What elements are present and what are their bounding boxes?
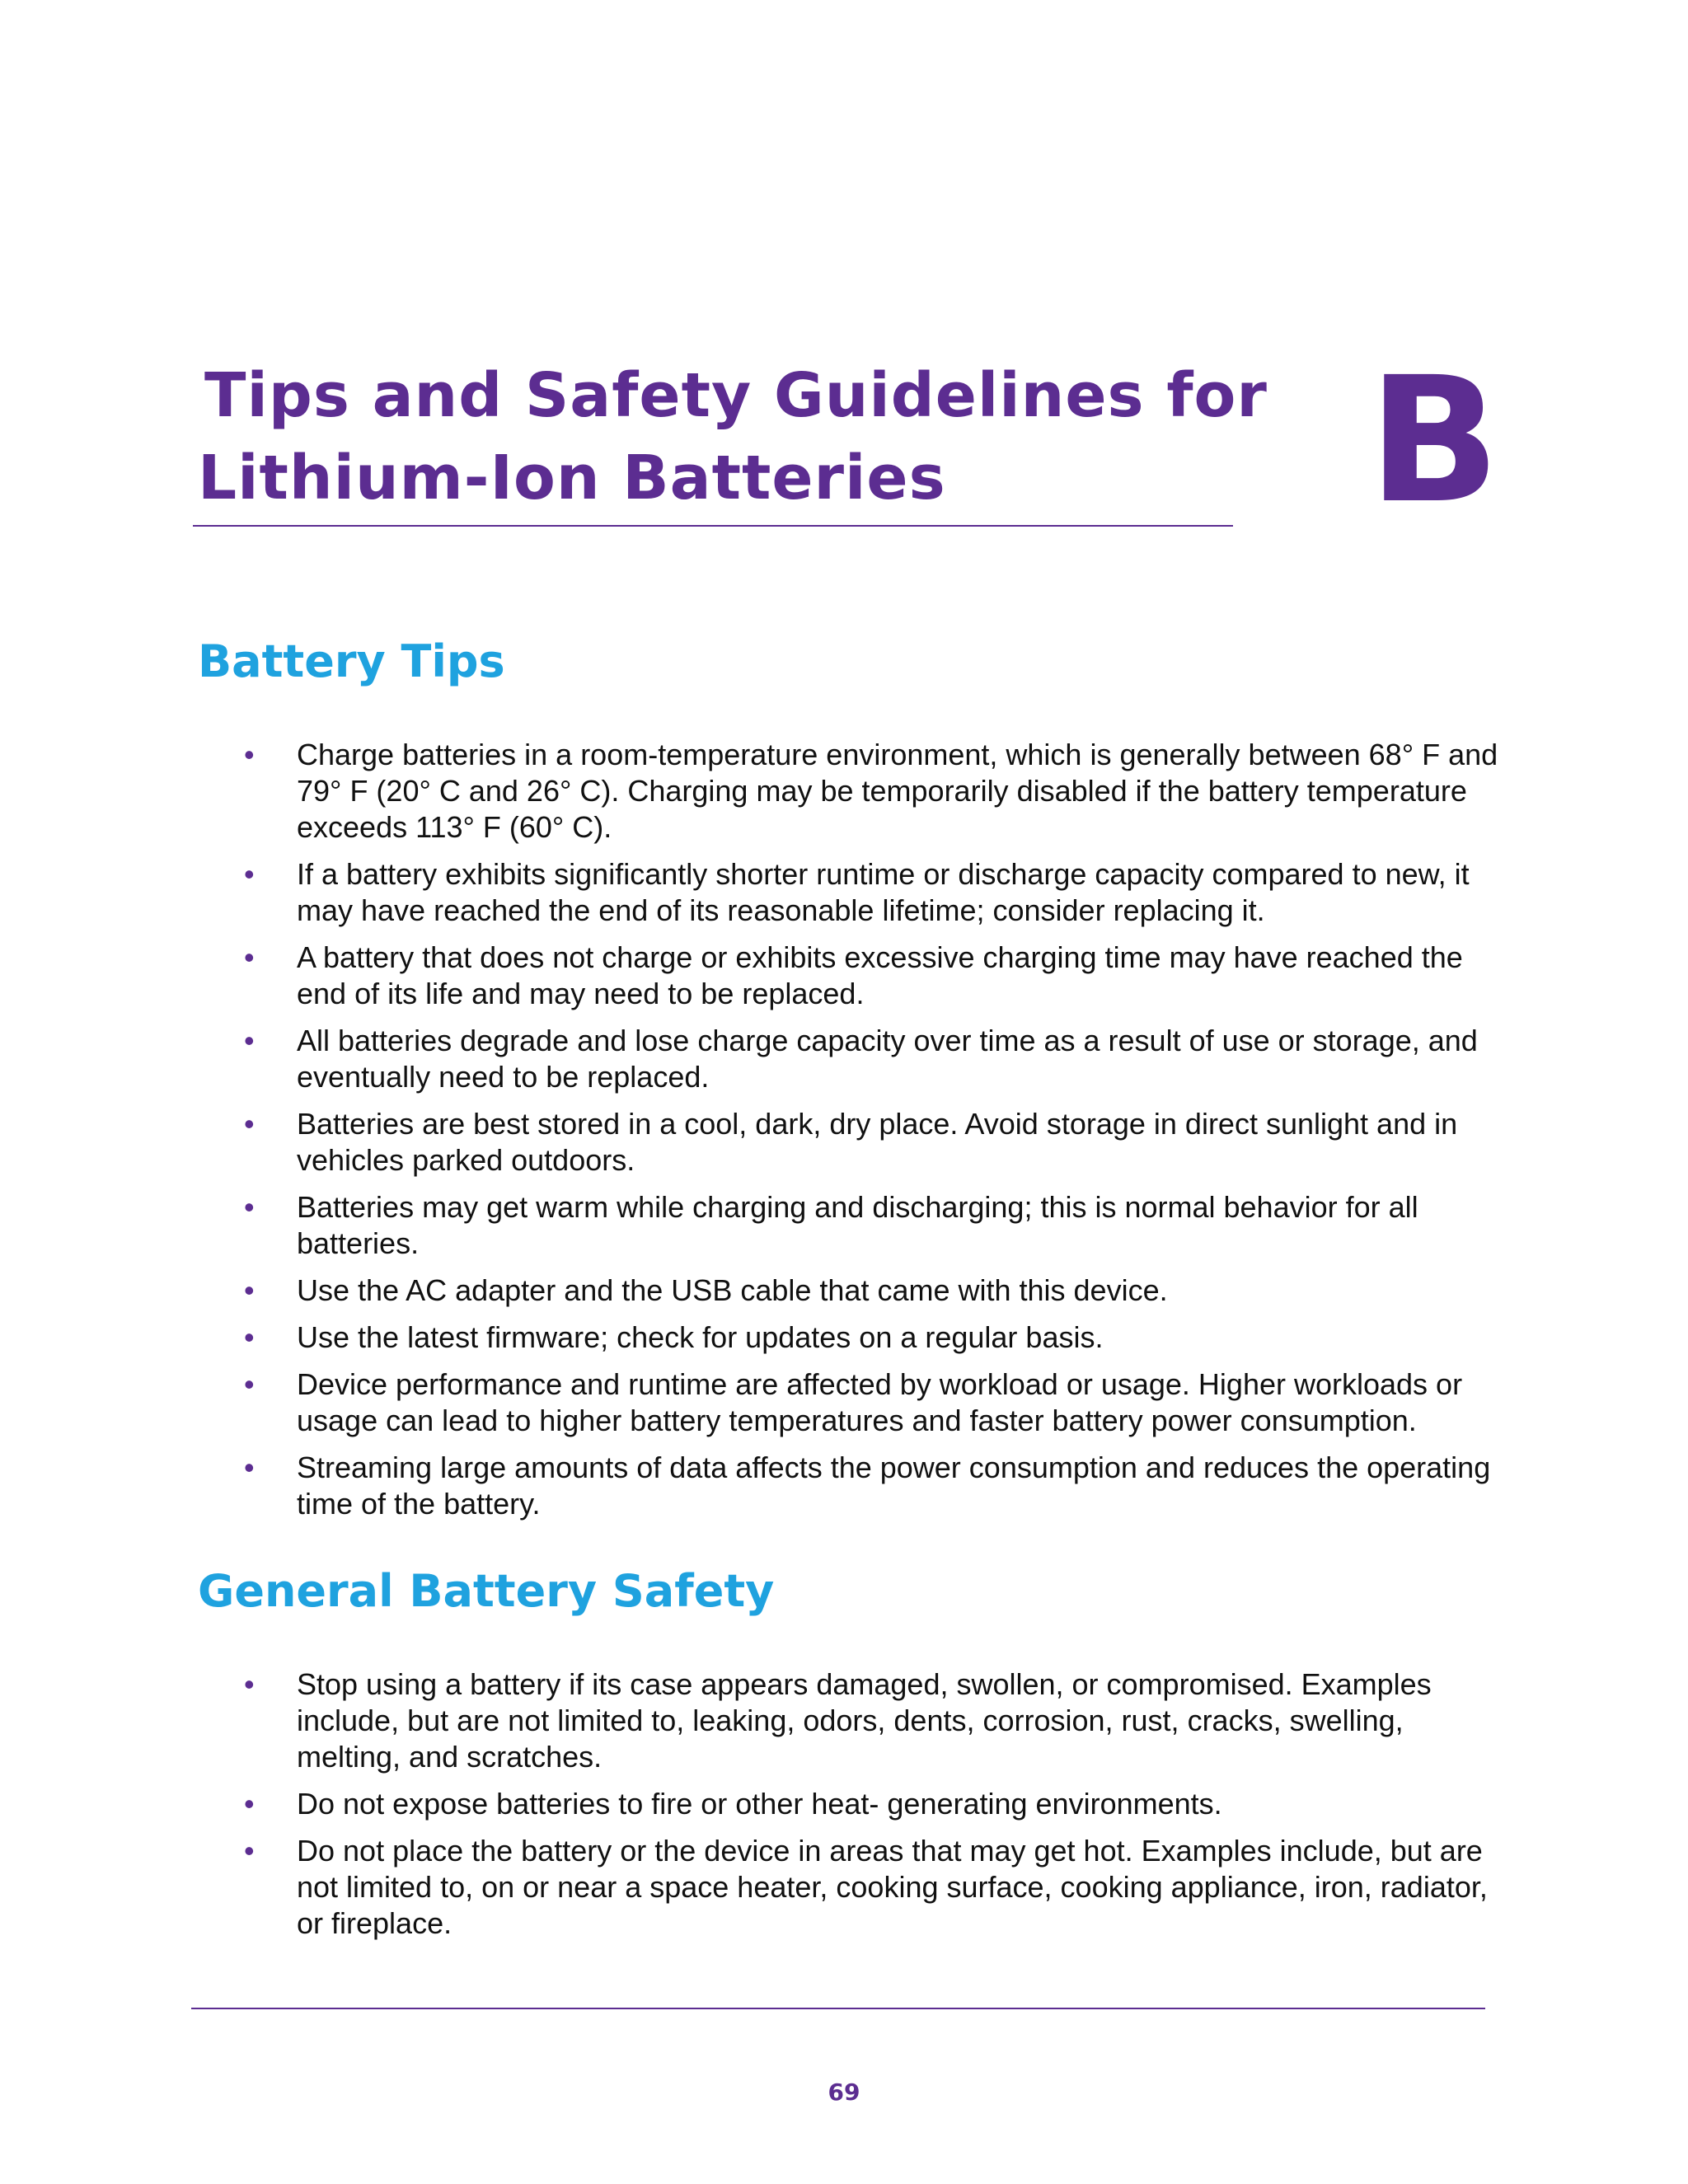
list-item-text: Stop using a battery if its case appears damaged, swollen, or compromised. Examples include, but are not limited to, leaking, odors, dents, corrosion, rust, cracks, swelling, melting, and scratches. xyxy=(297,1667,1432,1774)
list-item xyxy=(239,940,1500,1012)
bullet-icon: • xyxy=(244,1320,255,1354)
battery-safety-list xyxy=(239,1666,1500,1952)
list-item-text: Do not place the battery or the device in areas that may get hot. Examples include, but are not limited to, on or near a space heater, cooking surface, cooking appliance, iron, radiator, or fireplace. xyxy=(297,1834,1488,1940)
list-item-text: A battery that does not charge or exhibits excessive charging time may have reached the end of its life and may need to be replaced. xyxy=(297,940,1463,1010)
section-heading-battery-tips: Battery Tips xyxy=(198,635,505,687)
list-item xyxy=(239,737,1500,846)
list-item-text: Batteries may get warm while charging and discharging; this is normal behavior for all batteries. xyxy=(297,1190,1418,1260)
list-item-text: Device performance and runtime are affected by workload or usage. Higher workloads or usage can lead to higher battery temperatures and faster battery power consumption. xyxy=(297,1367,1463,1437)
list-item xyxy=(239,1366,1500,1439)
list-item-text: Use the AC adapter and the USB cable that came with this device. xyxy=(297,1273,1168,1307)
list-item xyxy=(239,1023,1500,1095)
bullet-icon: • xyxy=(244,1787,255,1821)
bullet-icon: • xyxy=(244,940,255,974)
bullet-icon: • xyxy=(244,1451,255,1484)
bullet-icon: • xyxy=(244,1367,255,1401)
title-divider xyxy=(193,525,1233,527)
list-item xyxy=(239,1319,1500,1356)
list-item xyxy=(239,1189,1500,1262)
list-item xyxy=(239,1666,1500,1775)
list-item-text: Streaming large amounts of data affects the power consumption and reduces the operating time of the battery. xyxy=(297,1451,1491,1521)
page-number: 69 xyxy=(828,2079,860,2106)
list-item-text: Batteries are best stored in a cool, dark, dry place. Avoid storage in direct sunlight and in vehicles parked outdoors. xyxy=(297,1107,1458,1177)
list-item xyxy=(239,1786,1500,1822)
chapter-letter: B xyxy=(1368,340,1501,541)
list-item-text: Charge batteries in a room-temperature environment, which is generally between 68° F and 79° F (20° C and 26° C). Charging may be temporarily disabled if the battery temperature exceeds 113° F (60° C). xyxy=(297,738,1498,844)
battery-tips-list xyxy=(239,737,1500,1533)
list-item-text: Do not expose batteries to fire or other heat- generating environments. xyxy=(297,1787,1222,1821)
list-item xyxy=(239,1833,1500,1942)
list-item xyxy=(239,1450,1500,1522)
chapter-title-line-2: Lithium-Ion Batteries xyxy=(198,443,946,513)
list-item xyxy=(239,1106,1500,1179)
list-item xyxy=(239,856,1500,929)
bullet-icon: • xyxy=(244,1834,255,1868)
bullet-icon: • xyxy=(244,1273,255,1307)
bullet-icon: • xyxy=(244,1024,255,1057)
section-heading-general-battery-safety: General Battery Safety xyxy=(198,1565,775,1617)
bullet-icon: • xyxy=(244,738,255,771)
chapter-title-line-1: Tips and Safety Guidelines for xyxy=(204,360,1268,431)
list-item-text: All batteries degrade and lose charge capacity over time as a result of use or storage, and eventually need to be replaced. xyxy=(297,1024,1478,1094)
list-item xyxy=(239,1272,1500,1309)
footer-divider xyxy=(191,2008,1485,2009)
chapter-title xyxy=(198,354,1269,519)
list-item-text: Use the latest firmware; check for updates on a regular basis. xyxy=(297,1320,1104,1354)
list-item-text: If a battery exhibits significantly shorter runtime or discharge capacity compared to new, it may have reached the end of its reasonable lifetime; consider replacing it. xyxy=(297,857,1470,927)
bullet-icon: • xyxy=(244,857,255,891)
bullet-icon: • xyxy=(244,1107,255,1141)
bullet-icon: • xyxy=(244,1190,255,1224)
bullet-icon: • xyxy=(244,1667,255,1701)
